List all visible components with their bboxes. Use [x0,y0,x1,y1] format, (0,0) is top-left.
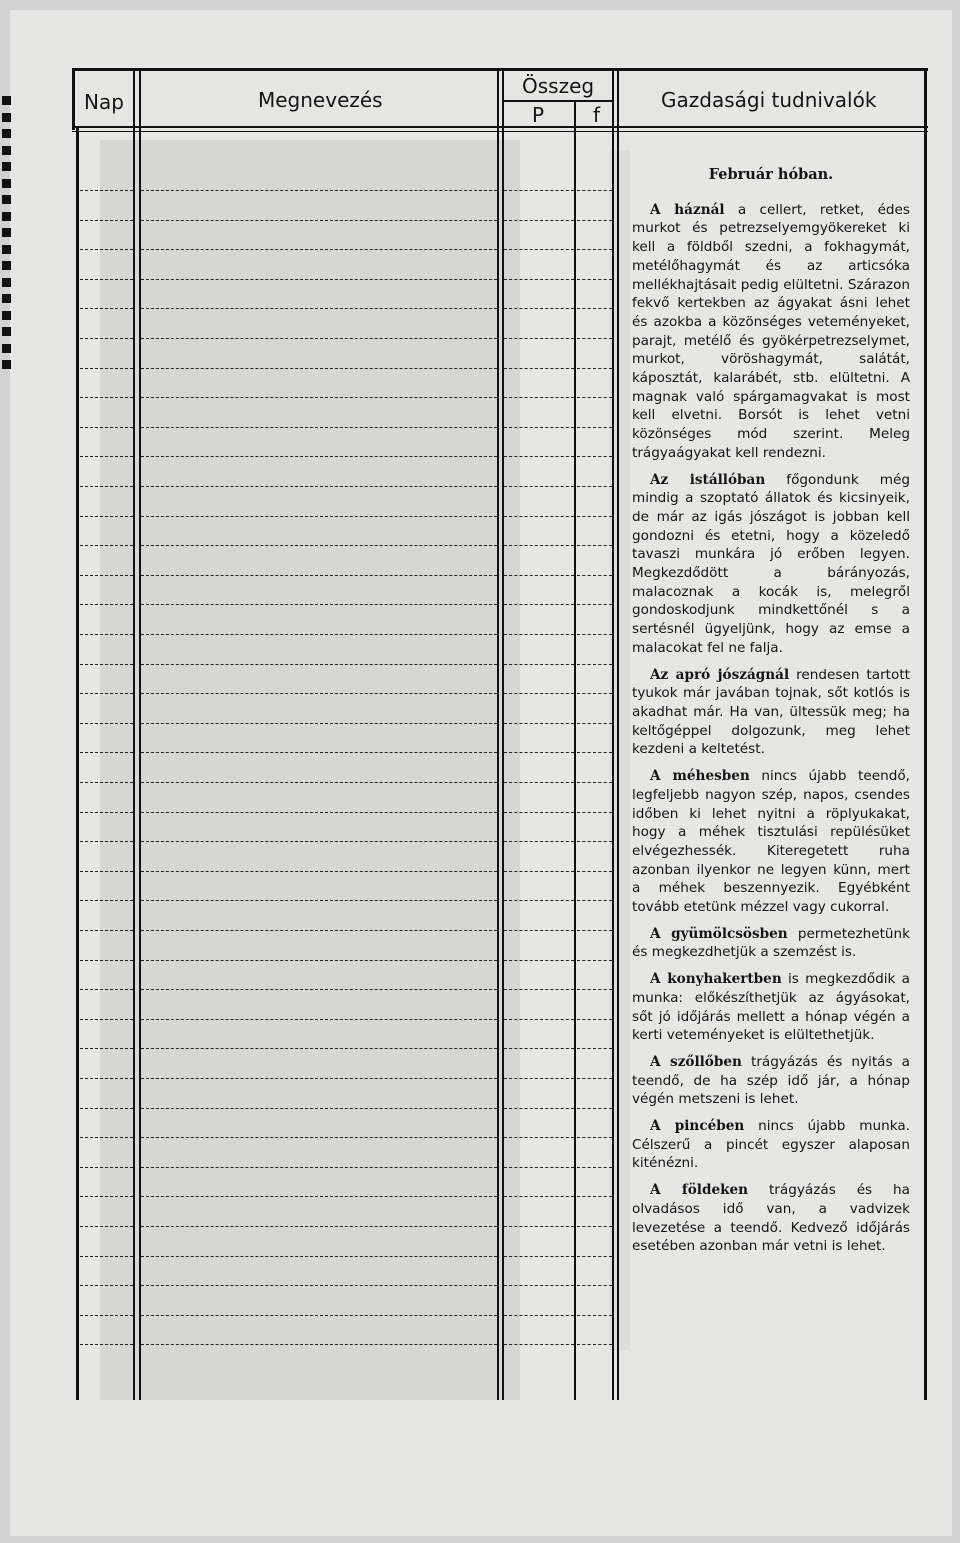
row-dash [577,249,612,250]
paragraph-text: a cellert, retket, édes murkot és petrezselyemgyökereket ki kell a földből szedni, a fokhagymát, metélőhagymát és az articsóka mellékhajtásait pedig elültetni. Szárazon fekvő kertekben az ágyakat ásni lehet és azokba a közönséges veteményeket, parajt, metélő és gyökérpetrezselymet, murkot, vöröshagymát, salátát, káposztát, kalarábét, stb. elültetni. A magnak való spárgamagvakat is most kell elvetni. Borsót is lehet vetni közönséges mód szerint. Meleg trágyaágyakat kell rendezni. [632,201,911,461]
row-dash [80,930,133,931]
row-dash [504,456,574,457]
row-dash [80,604,133,605]
row-dash [80,427,133,428]
row-dash [141,900,497,901]
row-dash [141,782,497,783]
binding-mark [2,162,11,171]
row-dash [141,279,497,280]
row-dash [80,397,133,398]
row-dash [80,1137,133,1138]
binding-mark [2,228,11,237]
paragraph-lead: A pincében [650,1118,745,1135]
row-dash [80,782,133,783]
row-dash [577,871,612,872]
row-dash [577,1226,612,1227]
row-dash [141,1048,497,1049]
row-dash [504,900,574,901]
paragraph-text: trágyázás és ha olvadásos idő van, a vadvizek levezetése a teendő. Kedvező időjárás esetében azonban már vetni is lehet. [632,1182,910,1255]
row-dash [80,1048,133,1049]
row-dash [80,368,133,369]
row-dash [80,723,133,724]
row-dash [141,190,497,191]
row-dash [577,1078,612,1079]
row-dash [80,693,133,694]
row-dash [80,1226,133,1227]
row-dash [577,220,612,221]
row-dash [80,1344,133,1345]
binding-mark [2,360,11,369]
row-dash [577,545,612,546]
row-dash [504,486,574,487]
row-dash [504,279,574,280]
row-dash [141,1285,497,1286]
row-dash [504,1256,574,1257]
row-dash [504,308,574,309]
name-column-rule [497,68,499,1400]
row-dash [141,368,497,369]
row-dash [504,1315,574,1316]
row-dash [577,456,612,457]
paragraph-text: főgondunk még mindig a szoptató állatok és kicsinyeik, de már az igás jószágot is jobban kell gondozni és etetni, hogy a közeledő tavaszi munkára jó erőben legyen. Megkezdődött a bárányozás, malacoznak a kocák is, melegről gondoskodjunk mindkettőnél s a sertésnél ügyeljünk, hogy az emse a malacokat fel ne falja. [632,471,911,656]
header-bottom-rule [72,126,928,128]
row-dash [504,930,574,931]
row-dash [504,427,574,428]
row-dash [577,900,612,901]
row-dash [577,752,612,753]
row-dash [141,427,497,428]
row-dash [577,427,612,428]
notes-paragraph [632,201,910,463]
row-dash [577,338,612,339]
row-dash [577,960,612,961]
notes-paragraph [632,1181,910,1256]
paragraph-lead: A háznál [650,201,725,218]
row-dash [504,723,574,724]
header-filler: f [593,103,601,127]
row-dash [577,782,612,783]
paragraph-lead: Az istállóban [650,471,766,488]
paragraph-lead: A szőllőben [650,1053,742,1070]
row-dash [504,1137,574,1138]
row-dash [80,486,133,487]
show-through-shade [100,140,520,1400]
row-dash [80,1167,133,1168]
row-dash [577,634,612,635]
binding-mark [2,311,11,320]
header-day: Nap [84,90,124,114]
row-dash [141,456,497,457]
header-pengo: P [532,103,545,127]
paragraph-text: permetezhetünk és megkezdhetjük a szemzést is. [632,925,911,961]
paragraph-text: nincs újabb munka. Célszerű a pincét egyszer alaposan kiténézni. [632,1118,910,1172]
row-dash [141,871,497,872]
row-dash [141,1196,497,1197]
row-dash [577,1315,612,1316]
row-dash [504,1196,574,1197]
notes-paragraph [632,925,910,962]
row-dash [141,397,497,398]
row-dash [80,456,133,457]
row-dash [577,397,612,398]
row-dash [504,249,574,250]
notes-heading: Február hóban. [708,166,834,183]
row-dash [577,1344,612,1345]
row-dash [80,545,133,546]
row-dash [80,871,133,872]
row-dash [141,1344,497,1345]
row-dash [141,249,497,250]
row-dash [80,1108,133,1109]
row-dash [504,545,574,546]
row-dash [504,1167,574,1168]
row-dash [504,812,574,813]
notes-column [632,166,910,1264]
row-dash [504,693,574,694]
row-dash [504,960,574,961]
row-dash [80,279,133,280]
day-column-rule [133,68,135,1400]
row-dash [141,664,497,665]
pengo-column-rule [574,100,576,1400]
binding-mark [2,146,11,155]
row-dash [577,190,612,191]
row-dash [141,812,497,813]
binding-mark [2,179,11,188]
row-dash [80,338,133,339]
row-dash [504,575,574,576]
row-dash [80,1196,133,1197]
notes-paragraph [632,471,910,658]
row-dash [80,249,133,250]
row-dash [80,575,133,576]
row-dash [141,1078,497,1079]
notes-paragraph [632,666,910,760]
notes-paragraph [632,1117,910,1173]
binding-mark [2,261,11,270]
binding-mark [2,327,11,336]
row-dash [141,308,497,309]
row-dash [141,1108,497,1109]
row-dash [577,1256,612,1257]
row-dash [504,397,574,398]
row-dash [141,545,497,546]
day-column-rule-2 [139,68,141,1400]
row-dash [504,664,574,665]
row-dash [577,1019,612,1020]
row-dash [141,1019,497,1020]
row-dash [504,368,574,369]
paragraph-lead: Az apró jószágnál [650,666,790,683]
row-dash [141,1226,497,1227]
row-dash [504,1019,574,1020]
row-dash [141,930,497,931]
notes-paragraph [632,970,910,1045]
row-dash [80,841,133,842]
row-dash [577,486,612,487]
row-dash [577,1048,612,1049]
row-dash [504,1048,574,1049]
binding-mark [2,212,11,221]
row-dash [504,220,574,221]
row-dash [141,1167,497,1168]
row-dash [504,1108,574,1109]
row-dash [141,1256,497,1257]
name-column-rule-2 [502,68,504,1400]
binding-mark [2,294,11,303]
binding-mark [2,129,11,138]
row-dash [577,516,612,517]
row-dash [80,516,133,517]
row-dash [141,634,497,635]
row-dash [80,634,133,635]
binding-mark [2,245,11,254]
row-dash [504,634,574,635]
paragraph-lead: A földeken [650,1182,749,1199]
paragraph-lead: A gyümölcsösben [650,925,788,942]
binding-mark [2,344,11,353]
row-dash [141,338,497,339]
binding-mark [2,195,11,204]
row-dash [80,220,133,221]
row-dash [504,989,574,990]
row-dash [141,723,497,724]
table-top-border [72,68,928,71]
row-dash [577,279,612,280]
row-dash [577,723,612,724]
row-dash [577,812,612,813]
row-dash [80,900,133,901]
notes-paragraph [632,767,910,917]
row-dash [80,664,133,665]
row-dash [577,1196,612,1197]
row-dash [504,1285,574,1286]
row-dash [504,190,574,191]
row-dash [504,871,574,872]
row-dash [141,693,497,694]
row-dash [577,1137,612,1138]
row-dash [577,308,612,309]
paragraph-text: is megkezdődik a munka: előkészíthetjük az ágyásokat, sőt jó időjárás mellett a hónap végén a kerti veteményeket is elültethetjük. [632,971,910,1044]
row-dash [577,693,612,694]
row-dash [504,1344,574,1345]
row-dash [141,960,497,961]
row-dash [141,516,497,517]
row-dash [577,575,612,576]
row-dash [141,486,497,487]
row-dash [577,930,612,931]
paragraph-text: trágyázás és nyitás a teendő, de ha szép idő jár, a hónap végén metszeni is lehet. [632,1053,910,1108]
row-dash [577,1167,612,1168]
binding-mark [2,113,11,122]
left-border-lower [76,128,79,1400]
row-dash [141,604,497,605]
row-dash [577,1285,612,1286]
row-dash [80,190,133,191]
row-dash [504,1226,574,1227]
row-dash [577,989,612,990]
row-dash [80,308,133,309]
right-border [924,68,927,1400]
left-border [72,68,75,130]
row-dash [141,220,497,221]
row-dash [141,841,497,842]
row-dash [504,752,574,753]
row-dash [504,338,574,339]
row-dash [577,664,612,665]
row-dash [577,841,612,842]
row-dash [577,1108,612,1109]
row-dash [80,1285,133,1286]
row-dash [141,1137,497,1138]
row-dash [80,1256,133,1257]
row-dash [80,1078,133,1079]
row-dash [577,604,612,605]
row-dash [141,1315,497,1316]
row-dash [504,604,574,605]
row-dash [80,989,133,990]
amount-column-rule-2 [617,68,619,1400]
amount-column-rule [612,68,614,1400]
row-dash [80,752,133,753]
amount-subheader-rule [502,100,612,102]
row-dash [80,1019,133,1020]
paragraph-text: rendesen tartott tyukok már javában tojnak, sőt kotlós is akadhat már. Ha van, ültessük meg; ha keltőgéppel dolgozunk, meg lehet kezdeni a keltetést. [632,666,910,758]
paragraph-lead: A méhesben [650,768,750,785]
row-dash [80,812,133,813]
row-dash [577,368,612,369]
header-name: Megnevezés [258,88,383,112]
paragraph-lead: A konyhakertben [650,971,782,988]
binding-mark [2,278,11,287]
row-dash [141,575,497,576]
row-dash [504,516,574,517]
header-notes: Gazdasági tudnivalók [661,88,877,112]
paragraph-text: nincs újabb teendő, legfeljebb nagyon szép, napos, csendes időben ki lehet nyitni a röplyukakat, hogy a méhek tisztulási repülésüket elvégezhessék. Kiteregetett ruha azonban ilyenkor ne legyen künn, mert a méhek beszennyezik. Egyébként tovább etetünk mézzel vagy cukorral. [632,768,910,916]
binding-mark [2,96,11,105]
header-amount: Összeg [522,74,595,98]
row-dash [141,989,497,990]
row-dash [141,752,497,753]
row-dash [80,1315,133,1316]
header-bottom-rule-2 [72,131,928,132]
row-dash [504,841,574,842]
row-dash [504,782,574,783]
row-dash [504,1078,574,1079]
row-dash [80,960,133,961]
notes-paragraph [632,1053,910,1109]
